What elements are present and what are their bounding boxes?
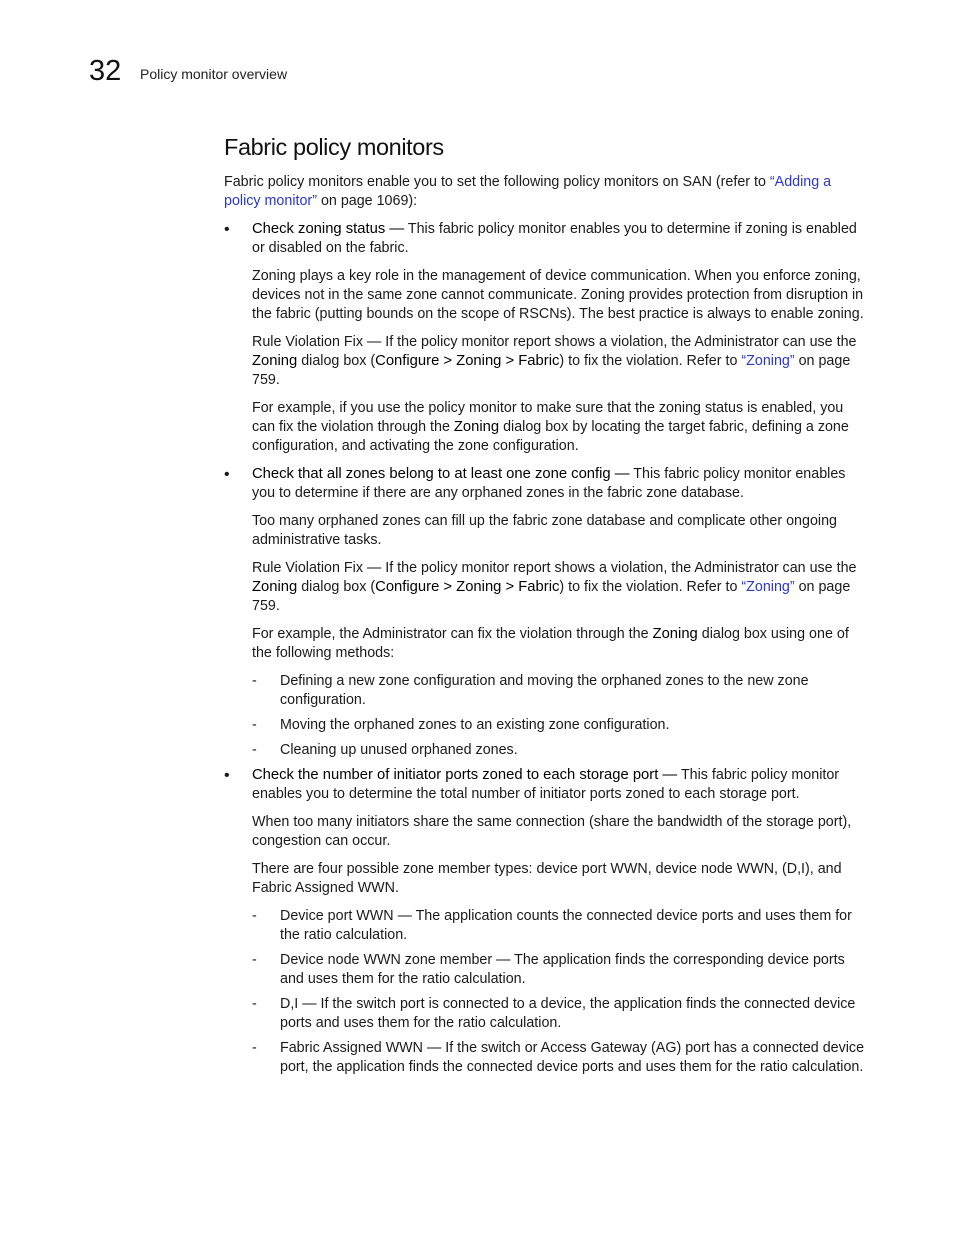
list-item: - Device port WWN — The application counts the connected device ports and uses them for the ratio calculation.	[252, 908, 852, 943]
link-zoning[interactable]: “Zoning”	[741, 579, 795, 595]
paragraph: Too many orphaned zones can fill up the fabric zone database and complicate other ongoing administrative tasks.	[252, 513, 837, 548]
paragraph: When too many initiators share the same connection (share the bandwidth of the storage port), congestion can occur.	[252, 814, 852, 849]
bullet-lead: Check zoning status —	[252, 221, 405, 237]
bullet-check-orphaned-zones: • Check that all zones belong to at least one zone config — This fabric policy monitor enables you to determine if there are any orphaned zones in the fabric zone database.	[224, 466, 846, 501]
section-title: Policy monitor overview	[140, 66, 288, 82]
dash-icon: -	[252, 717, 257, 733]
bullet-check-zoning-status: • Check zoning status — This fabric policy monitor enables you to determine if zoning is enabled or disabled on the fabric.	[224, 221, 857, 256]
list-item: - D,I — If the switch port is connected to a device, the application finds the connected device ports and uses them for the ratio calculation.	[252, 996, 856, 1031]
link-adding-policy-monitor[interactable]: “Adding a policy monitor”	[224, 174, 832, 209]
bullet-icon: •	[224, 767, 230, 784]
intro-paragraph: Fabric policy monitors enable you to set the following policy monitors on SAN (refer to “Adding a policy monitor” on page 1069):	[224, 174, 832, 209]
page-title: Fabric policy monitors	[224, 134, 444, 160]
list-item: - Defining a new zone configuration and moving the orphaned zones to the new zone configuration.	[252, 673, 809, 708]
dash-icon: -	[252, 908, 257, 924]
bullet-lead: Check the number of initiator ports zoned to each storage port —	[252, 767, 678, 783]
list-item: - Moving the orphaned zones to an existing zone configuration.	[252, 717, 670, 733]
dash-icon: -	[252, 996, 257, 1012]
dash-icon: -	[252, 1040, 257, 1056]
example-paragraph: For example, the Administrator can fix the violation through the Zoning dialog box using one of the following methods:	[252, 626, 849, 661]
bullet-lead: Check that all zones belong to at least one zone config —	[252, 466, 630, 482]
example-paragraph: For example, if you use the policy monitor to make sure that the zoning status is enabled, you can fix the violation through the Zoning dialog box by locating the target fabric, defining a zone configuration, and activating the zone configuration.	[252, 400, 849, 454]
paragraph: There are four possible zone member types: device port WWN, device node WWN, (D,I), and Fabric Assigned WWN.	[252, 861, 842, 896]
list-item: - Cleaning up unused orphaned zones.	[252, 742, 518, 758]
rule-violation-fix: Rule Violation Fix — If the policy monitor report shows a violation, the Administrator can use the Zoning dialog box (Configure > Zoning > Fabric) to fix the violation. Refer to “Zoning” on page 759.	[252, 560, 857, 614]
rule-violation-fix: Rule Violation Fix — If the policy monitor report shows a violation, the Administrator can use the Zoning dialog box (Configure > Zoning > Fabric) to fix the violation. Refer to “Zoning” on page 759.	[252, 334, 857, 388]
link-zoning[interactable]: “Zoning”	[741, 353, 795, 369]
chapter-number: 32	[89, 55, 122, 87]
bullet-icon: •	[224, 221, 230, 238]
dash-icon: -	[252, 673, 257, 689]
list-item: - Fabric Assigned WWN — If the switch or Access Gateway (AG) port has a connected device port, the application finds the connected device ports and uses them for the ratio calculation.	[252, 1040, 865, 1075]
list-item: - Device node WWN zone member — The application finds the corresponding device ports and uses them for the ratio calculation.	[252, 952, 845, 987]
dash-icon: -	[252, 952, 257, 968]
bullet-check-initiator-ports: • Check the number of initiator ports zoned to each storage port — This fabric policy monitor enables you to determine the total number of initiator ports zoned to each storage port.	[224, 767, 840, 802]
dash-icon: -	[252, 742, 257, 758]
paragraph: Zoning plays a key role in the management of device communication. When you enforce zoning, devices not in the same zone cannot communicate. Zoning provides protection from disruption in the fabric (putting bounds on the scope of RSCNs). The best practice is always to enable zoning.	[252, 268, 864, 322]
content	[224, 173, 870, 1083]
bullet-icon: •	[224, 466, 230, 483]
